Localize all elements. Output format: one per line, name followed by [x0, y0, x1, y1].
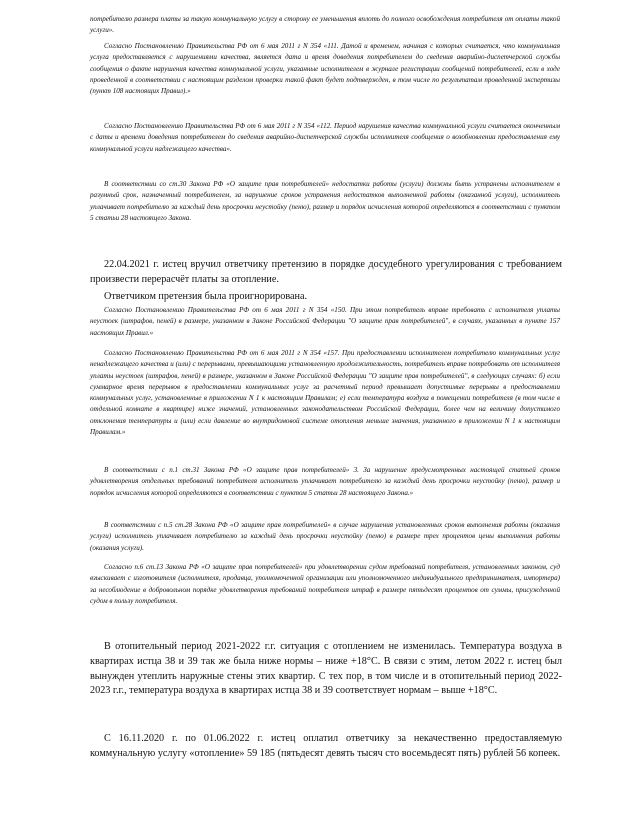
quote-paragraph: Согласно Постановлению Правительства РФ от 6 мая 2011 г N 354 «112. Период нарушения качества коммунальной услуги считается оконченным с даты и времени доведения потребителем до сведения аварийно-диспетчерской службы исполнителя сообщения о возобновлении предоставления ему коммунальной услуги надлежащего качества».: [90, 122, 560, 153]
body-paragraph: С 16.11.2020 г. по 01.06.2022 г. истец оплатил ответчику за некачественно предоставляемую коммунальную услугу «отопление» 59 185 (пятьдесят девять тысяч сто восемьдесят пять) рублей 56 копеек.: [90, 733, 562, 759]
body-paragraph: В отопительный период 2021-2022 г.г. ситуация с отоплением не изменилась. Температура воздуха в квартирах истца 38 и 39 так же была ниже нормы – ниже +18°С. В связи с этим, летом 2022 г. истец был вынужден утеплить наружные стены этих квартир. С тех пор, в том числе и в отопительный период 2022-2023 г.г., температура воздуха в квартирах истца 38 и 39 соответствует нормам – выше +18°С.: [90, 641, 562, 697]
quote-paragraph: потребителю размера платы за такую коммунальную услугу в сторону ее уменьшения вплоть до полного освобождения потребителя от оплаты такой услуги».: [90, 15, 560, 35]
quote-paragraph: Согласно Постановлению Правительства РФ от 6 мая 2011 г N 354 «157. При предоставлении исполнителем потребителю коммунальных услуг ненадлежащего качества и (или) с перерывами, превышающими установленную продолжительность, потребитель вправе потребовать от исполнителя уплаты неустоек (штрафов, пеней) в размере, указанном в Законе Российской Федерации "О защите прав потребителей", в следующих случаях: б) если суммарное время перерывов в предоставлении коммунальных услуг за расчетный период превышает допустимые перерывы в предоставлении коммунальных услуг, установленные в приложении N 1 к настоящим Правилам; е) если температура воздуха в помещении потребителя (в том числе в отдельной комнате в квартире) ниже значений, установленных законодательством Российской Федерации, более чем на величину допустимого отклонения температуры и (или) если давление во внутридомовой системе отопления меньше значения, указанного в приложении N 1 к настоящим Правилам.»: [90, 349, 560, 437]
quote-paragraph: Согласно Постановлению Правительства РФ от 6 мая 2011 г N 354 «150. При этом потребитель вправе требовать с исполнителя уплаты неустоек (штрафов, пеней) в размере, указанном в Законе Российской Федерации "О защите прав потребителей", в случаях, указанных в пункте 157 настоящих Правил.»: [90, 306, 560, 337]
quote-paragraph: Согласно п.6 ст.13 Закона РФ «О защите прав потребителей» при удовлетворении судом требований потребителя, установленных законом, суд взыскивает с изготовителя (исполнителя, продавца, уполномоченной организации или уполномоченного индивидуального предпринимателя, импортера) за несоблюдение в добровольном порядке удовлетворения требований потребителя штраф в размере пятьдесят процентов от суммы, присужденной судом в пользу потребителя.: [90, 563, 560, 605]
quote-paragraph: В соответствии со ст.30 Закона РФ «О защите прав потребителей» недостатки работы (услуги) должны быть устранены исполнителем в разумный срок, назначенный потребителем, за нарушение сроков устранения недостатков выполненной работы (оказанной услуги), исполнитель уплачивает потребителю за каждый день просрочки неустойку (пеню), размер и порядок исчисления которой определяются в соответствии с пунктом 5 статьи 28 настоящего Закона.: [90, 180, 560, 222]
body-paragraph: 22.04.2021 г. истец вручил ответчику претензию в порядке досудебного урегулирования с требованием произвести перерасчёт платы за отопление.: [90, 259, 562, 285]
body-paragraph: Ответчиком претензия была проигнорирована.: [104, 291, 308, 302]
quote-paragraph: Согласно Постановлению Правительства РФ от 6 мая 2011 г N 354 «111. Датой и временем, начиная с которых считается, что коммунальная услуга предоставляется с нарушениями качества, является дата и время доведения потребителем до сведения аварийно-диспетчерской службы сообщения о факте нарушения качества коммунальной услуги, указанные исполнителем в журнале регистрации сообщений потребителей, если в ходе проведенной в соответствии с настоящим разделом проверки такой факт будет подтвержден, в том числе по результатам проведенной экспертизы (пункт 108 настоящих Правил).»: [90, 42, 560, 96]
quote-paragraph: В соответствии с п.5 ст.28 Закона РФ «О защите прав потребителей» в случае нарушения установленных сроков выполнения работы (оказания услуги) исполнитель уплачивает потребителю за каждый день просрочки неустойку (пеню) в размере трех процентов цены выполнения работы (оказания услуги).: [90, 521, 560, 552]
quote-paragraph: В соответствии с п.1 ст.31 Закона РФ «О защите прав потребителей» 3. За нарушение предусмотренных настоящей статьей сроков удовлетворения отдельных требований потребителя исполнитель уплачивает потребителю за каждый день просрочки неустойку (пеню), размер и порядок исчисления которой определяются в соответствии с пунктом 5 статьи 28 настоящего Закона.»: [90, 466, 560, 497]
